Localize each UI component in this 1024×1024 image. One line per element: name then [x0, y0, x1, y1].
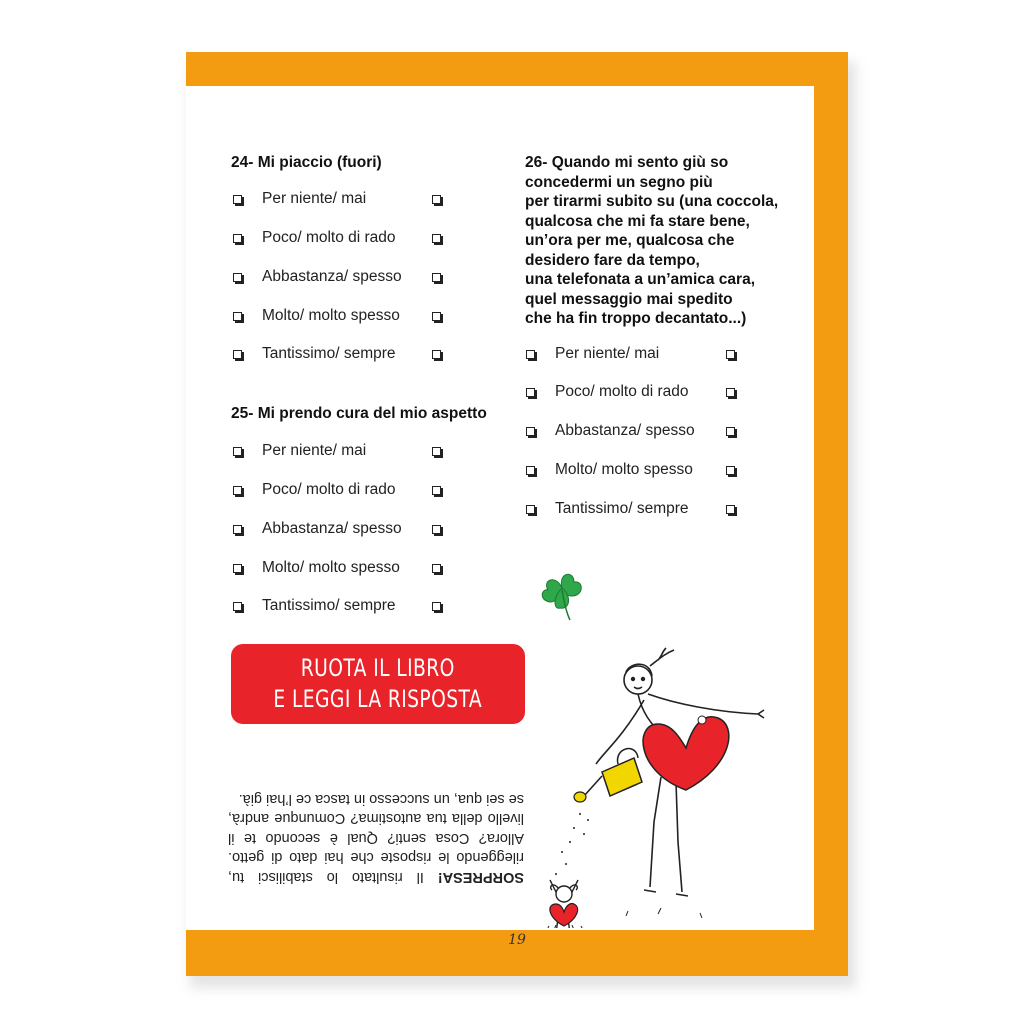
checkbox-icon[interactable] [526, 505, 535, 514]
checkbox-icon[interactable] [432, 447, 441, 456]
checkbox-icon[interactable] [233, 447, 242, 456]
page-content [186, 86, 814, 930]
checkbox-icon[interactable] [726, 350, 735, 359]
page-number: 19 [508, 932, 526, 948]
page-footer [186, 930, 848, 976]
checkbox-icon[interactable] [726, 427, 735, 436]
checkbox-icon[interactable] [726, 466, 735, 475]
checkbox-icon[interactable] [233, 234, 242, 243]
q24-option-1[interactable]: Per niente/ mai [233, 190, 445, 210]
checkbox-icon[interactable] [233, 273, 242, 282]
checkbox-icon[interactable] [233, 602, 242, 611]
q26-option-2[interactable]: Poco/ molto di rado [526, 383, 738, 403]
rotate-book-banner [231, 644, 525, 724]
q25-option-2[interactable]: Poco/ molto di rado [233, 481, 445, 501]
checkbox-icon[interactable] [432, 564, 441, 573]
checkbox-icon[interactable] [432, 195, 441, 204]
q26-option-3[interactable]: Abbastanza/ spesso [526, 422, 738, 442]
checkbox-icon[interactable] [432, 525, 441, 534]
checkbox-icon[interactable] [233, 525, 242, 534]
q25-option-5[interactable]: Tantissimo/ sempre [233, 597, 445, 617]
q24-option-3[interactable]: Abbastanza/ spesso [233, 268, 445, 288]
checkbox-icon[interactable] [233, 312, 242, 321]
checkbox-icon[interactable] [432, 234, 441, 243]
upside-down-answer [228, 746, 524, 886]
checkbox-icon[interactable] [432, 312, 441, 321]
checkbox-icon[interactable] [526, 466, 535, 475]
book-page [186, 52, 848, 976]
answer-lead: SORPRESA! [437, 869, 524, 885]
checkbox-icon[interactable] [233, 195, 242, 204]
checkbox-icon[interactable] [233, 564, 242, 573]
heart-icon [643, 717, 729, 790]
q24-option-4[interactable]: Molto/ molto spesso [233, 307, 445, 327]
checkbox-icon[interactable] [726, 505, 735, 514]
checkbox-icon[interactable] [432, 602, 441, 611]
checkbox-icon[interactable] [432, 486, 441, 495]
q26-option-4[interactable]: Molto/ molto spesso [526, 461, 738, 481]
clover-icon [542, 574, 581, 620]
q25-option-4[interactable]: Molto/ molto spesso [233, 559, 445, 579]
checkbox-icon[interactable] [526, 427, 535, 436]
banner-text: RUOTA IL LIBRO E LEGGI LA RISPOSTA [273, 654, 483, 713]
checkbox-icon[interactable] [233, 350, 242, 359]
checkbox-icon[interactable] [432, 350, 441, 359]
q24-option-2[interactable]: Poco/ molto di rado [233, 229, 445, 249]
checkbox-icon[interactable] [526, 350, 535, 359]
watering-can-icon [574, 749, 642, 802]
illustration [526, 542, 806, 928]
checkbox-icon[interactable] [432, 273, 441, 282]
checkbox-icon[interactable] [526, 388, 535, 397]
q26-option-1[interactable]: Per niente/ mai [526, 345, 738, 365]
q26-option-5[interactable]: Tantissimo/ sempre [526, 500, 738, 520]
q24-option-5[interactable]: Tantissimo/ sempre [233, 345, 445, 365]
checkbox-icon[interactable] [726, 388, 735, 397]
question-25-title: 25- Mi prendo cura del mio aspetto [231, 405, 487, 422]
answer-body: Il risultato lo stabilisci tu, rileggendo le risposte che hai dato di getto. Allora? Cosa senti? Qual è secondo te il livello della tua autostima? Comunque andrà, se sei qua, un successo in tasca ce l’hai già. [228, 791, 524, 885]
question-26-title: 26- Quando mi sento giù so concedermi un segno più per tirarmi subito su (una coccola, qualcosa che mi fa stare bene, un’ora per me, qualcosa che desidero fare da tempo, una telefonata a un’amica cara, quel messaggio mai spedito che ha fin troppo decantato...) [525, 154, 779, 327]
q25-option-1[interactable]: Per niente/ mai [233, 442, 445, 462]
question-24-title: 24- Mi piaccio (fuori) [231, 154, 382, 171]
checkbox-icon[interactable] [233, 486, 242, 495]
q25-option-3[interactable]: Abbastanza/ spesso [233, 520, 445, 540]
